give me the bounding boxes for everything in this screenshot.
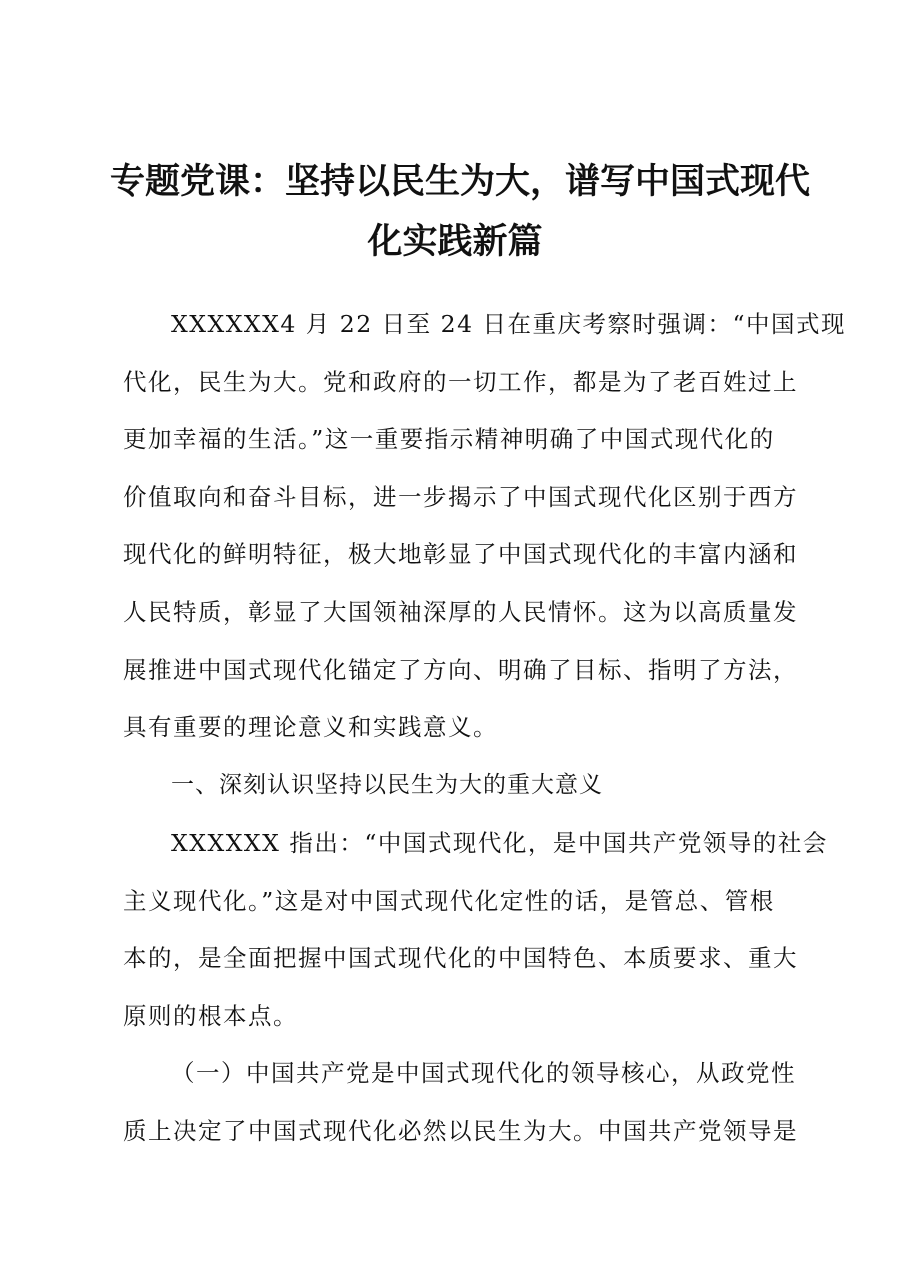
paragraph-2-line: XXXXXX 指出：“中国式现代化，是中国共产党领导的社会: [171, 829, 828, 857]
paragraph-2-line: 本的，是全面把握中国式现代化的中国特色、本质要求、重大: [123, 944, 798, 973]
paragraph-1-line: 更加幸福的生活。”这一重要指示精神明确了中国式现代化的: [123, 425, 775, 454]
paragraph-3-line: 质上决定了中国式现代化必然以民生为大。中国共产党领导是: [123, 1116, 798, 1145]
paragraph-1-line: 具有重要的理论意义和实践意义。: [123, 713, 498, 742]
section-heading-block: [123, 757, 803, 815]
paragraph-1-line: 价值取向和奋斗目标，进一步揭示了中国式现代化区别于西方: [123, 482, 798, 511]
paragraph-1-line: 现代化的鲜明特征，极大地彰显了中国式现代化的丰富内涵和: [123, 540, 798, 569]
paragraph-1-line: XXXXXX4 月 22 日至 24 日在重庆考察时强调：“中国式现: [171, 310, 847, 338]
title-line-2: 化实践新篇: [367, 221, 543, 262]
paragraph-1-line: 代化，民生为大。党和政府的一切工作，都是为了老百姓过上: [123, 367, 798, 396]
paragraph-3: [123, 1045, 803, 1160]
document-title: [110, 152, 811, 272]
paragraph-3-line: （一）中国共产党是中国式现代化的领导核心，从政党性: [171, 1059, 796, 1087]
title-line-1: 专题党课：坚持以民生为大，谱写中国式现代: [110, 161, 811, 202]
paragraph-1-line: 人民特质，彰显了大国领袖深厚的人民情怀。这为以高质量发: [123, 597, 798, 626]
paragraph-1: [123, 296, 847, 757]
paragraph-1-line: 展推进中国式现代化锚定了方向、明确了目标、指明了方法，: [123, 655, 798, 684]
paragraph-2: [123, 815, 828, 1045]
section-heading: 一、深刻认识坚持以民生为大的重大意义: [171, 772, 603, 798]
paragraph-2-line: 原则的根本点。: [123, 1001, 298, 1030]
paragraph-2-line: 主义现代化。”这是对中国式现代化定性的话，是管总、管根: [123, 886, 775, 915]
